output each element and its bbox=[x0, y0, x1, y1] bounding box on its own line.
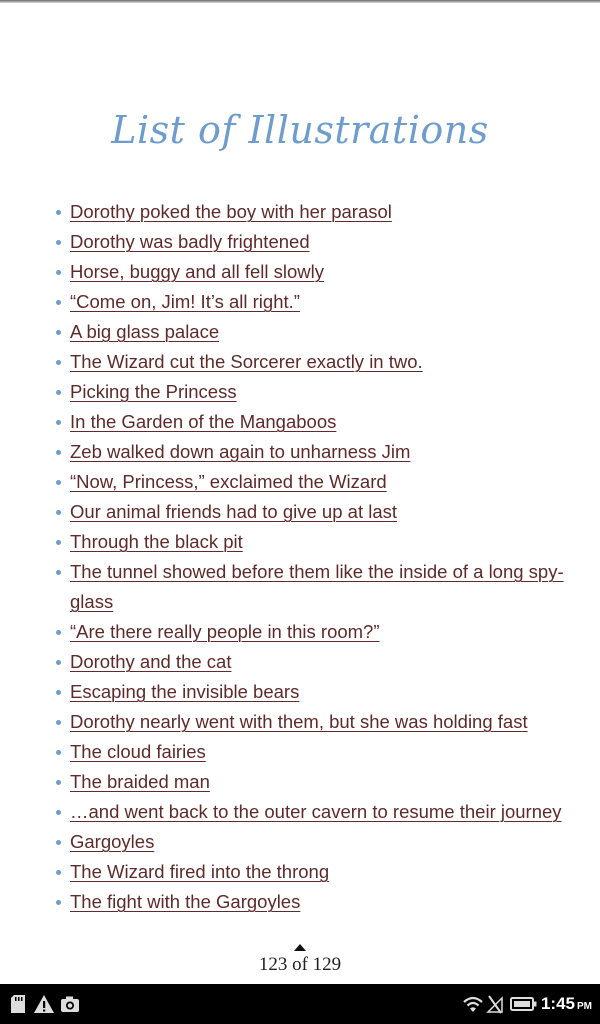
bullet-icon bbox=[56, 330, 61, 335]
illustration-link[interactable]: Dorothy and the cat bbox=[70, 651, 232, 672]
bullet-icon bbox=[56, 630, 61, 635]
page-menu-arrow-icon[interactable] bbox=[294, 944, 306, 951]
illustration-link[interactable]: Picking the Princess bbox=[70, 381, 237, 402]
illustration-link[interactable]: Through the black pit bbox=[70, 531, 243, 552]
bullet-icon bbox=[56, 750, 61, 755]
bullet-icon bbox=[56, 900, 61, 905]
illustration-list-item bbox=[56, 527, 586, 557]
illustration-list-item bbox=[56, 377, 586, 407]
clock-ampm: PM bbox=[577, 1001, 592, 1012]
illustration-link[interactable]: The fight with the Gargoyles bbox=[70, 891, 301, 912]
illustration-list-item bbox=[56, 347, 586, 377]
bullet-icon bbox=[56, 540, 61, 545]
illustration-list-item bbox=[56, 287, 586, 317]
illustration-list-item bbox=[56, 887, 586, 917]
illustration-list-item bbox=[56, 737, 586, 767]
illustration-list-item bbox=[56, 677, 586, 707]
illustration-list-item bbox=[56, 227, 586, 257]
illustration-link[interactable]: The Wizard cut the Sorcerer exactly in two. bbox=[70, 351, 423, 372]
bullet-icon bbox=[56, 690, 61, 695]
illustration-list-item bbox=[56, 317, 586, 347]
illustration-list-item bbox=[56, 497, 586, 527]
bullet-icon bbox=[56, 570, 61, 575]
illustration-link[interactable]: The Wizard fired into the throng bbox=[70, 861, 330, 882]
illustration-link[interactable]: “Come on, Jim! It’s all right.” bbox=[70, 291, 300, 312]
wifi-icon bbox=[462, 995, 484, 1013]
illustration-list-item bbox=[56, 647, 586, 677]
illustration-link[interactable]: …and went back to the outer cavern to resume their journey bbox=[70, 801, 562, 822]
illustration-list-item bbox=[56, 437, 586, 467]
camera-icon bbox=[60, 995, 80, 1013]
page-title: List of Illustrations bbox=[111, 108, 489, 152]
illustration-link[interactable]: Dorothy nearly went with them, but she was holding fast bbox=[70, 711, 528, 732]
bullet-icon bbox=[56, 510, 61, 515]
bullet-icon bbox=[56, 780, 61, 785]
illustration-list-item bbox=[56, 557, 586, 617]
clock-time: 1:45 bbox=[540, 994, 575, 1013]
illustration-list-item bbox=[56, 767, 586, 797]
illustration-list-item bbox=[56, 197, 586, 227]
bullet-icon bbox=[56, 450, 61, 455]
no-signal-icon bbox=[486, 994, 504, 1014]
clock bbox=[541, 994, 592, 1014]
bullet-icon bbox=[56, 870, 61, 875]
illustration-list-item bbox=[56, 857, 586, 887]
bullet-icon bbox=[56, 300, 61, 305]
bullet-icon bbox=[56, 660, 61, 665]
illustration-link[interactable]: Zeb walked down again to unharness Jim bbox=[70, 441, 411, 462]
illustration-link[interactable]: The cloud fairies bbox=[70, 741, 206, 762]
illustration-link[interactable]: Horse, buggy and all fell slowly bbox=[70, 261, 324, 282]
illustration-list-item bbox=[56, 707, 586, 737]
illustration-link[interactable]: “Now, Princess,” exclaimed the Wizard bbox=[70, 471, 387, 492]
status-bar bbox=[0, 984, 600, 1024]
illustration-link[interactable]: Dorothy was badly frightened bbox=[70, 231, 310, 252]
illustration-link[interactable]: The braided man bbox=[70, 771, 210, 792]
illustration-list-item bbox=[56, 467, 586, 497]
bullet-icon bbox=[56, 840, 61, 845]
bullet-icon bbox=[56, 480, 61, 485]
illustration-link[interactable]: “Are there really people in this room?” bbox=[70, 621, 380, 642]
illustration-list-item bbox=[56, 407, 586, 437]
illustration-list-item bbox=[56, 797, 586, 827]
illustration-link[interactable]: Gargoyles bbox=[70, 831, 155, 852]
top-edge bbox=[0, 0, 600, 3]
illustration-link[interactable]: A big glass palace bbox=[70, 321, 220, 342]
illustrations-list bbox=[56, 197, 586, 917]
illustration-link[interactable]: Dorothy poked the boy with her parasol bbox=[70, 201, 392, 222]
sd-card-icon bbox=[10, 994, 26, 1014]
bullet-icon bbox=[56, 360, 61, 365]
illustration-link[interactable]: In the Garden of the Mangaboos bbox=[70, 411, 337, 432]
bullet-icon bbox=[56, 390, 61, 395]
bullet-icon bbox=[56, 240, 61, 245]
battery-icon bbox=[510, 996, 538, 1012]
pager bbox=[0, 944, 600, 976]
warning-icon bbox=[33, 994, 55, 1014]
bullet-icon bbox=[56, 720, 61, 725]
illustration-link[interactable]: The tunnel showed before them like the inside of a long spy-glass bbox=[70, 561, 564, 612]
illustration-link[interactable]: Our animal friends had to give up at last bbox=[70, 501, 398, 522]
page-indicator: 123 of 129 bbox=[258, 954, 342, 975]
illustration-list-item bbox=[56, 827, 586, 857]
bullet-icon bbox=[56, 270, 61, 275]
bullet-icon bbox=[56, 210, 61, 215]
illustration-list-item bbox=[56, 257, 586, 287]
bullet-icon bbox=[56, 810, 61, 815]
bullet-icon bbox=[56, 420, 61, 425]
illustration-list-item bbox=[56, 617, 586, 647]
illustration-link[interactable]: Escaping the invisible bears bbox=[70, 681, 300, 702]
